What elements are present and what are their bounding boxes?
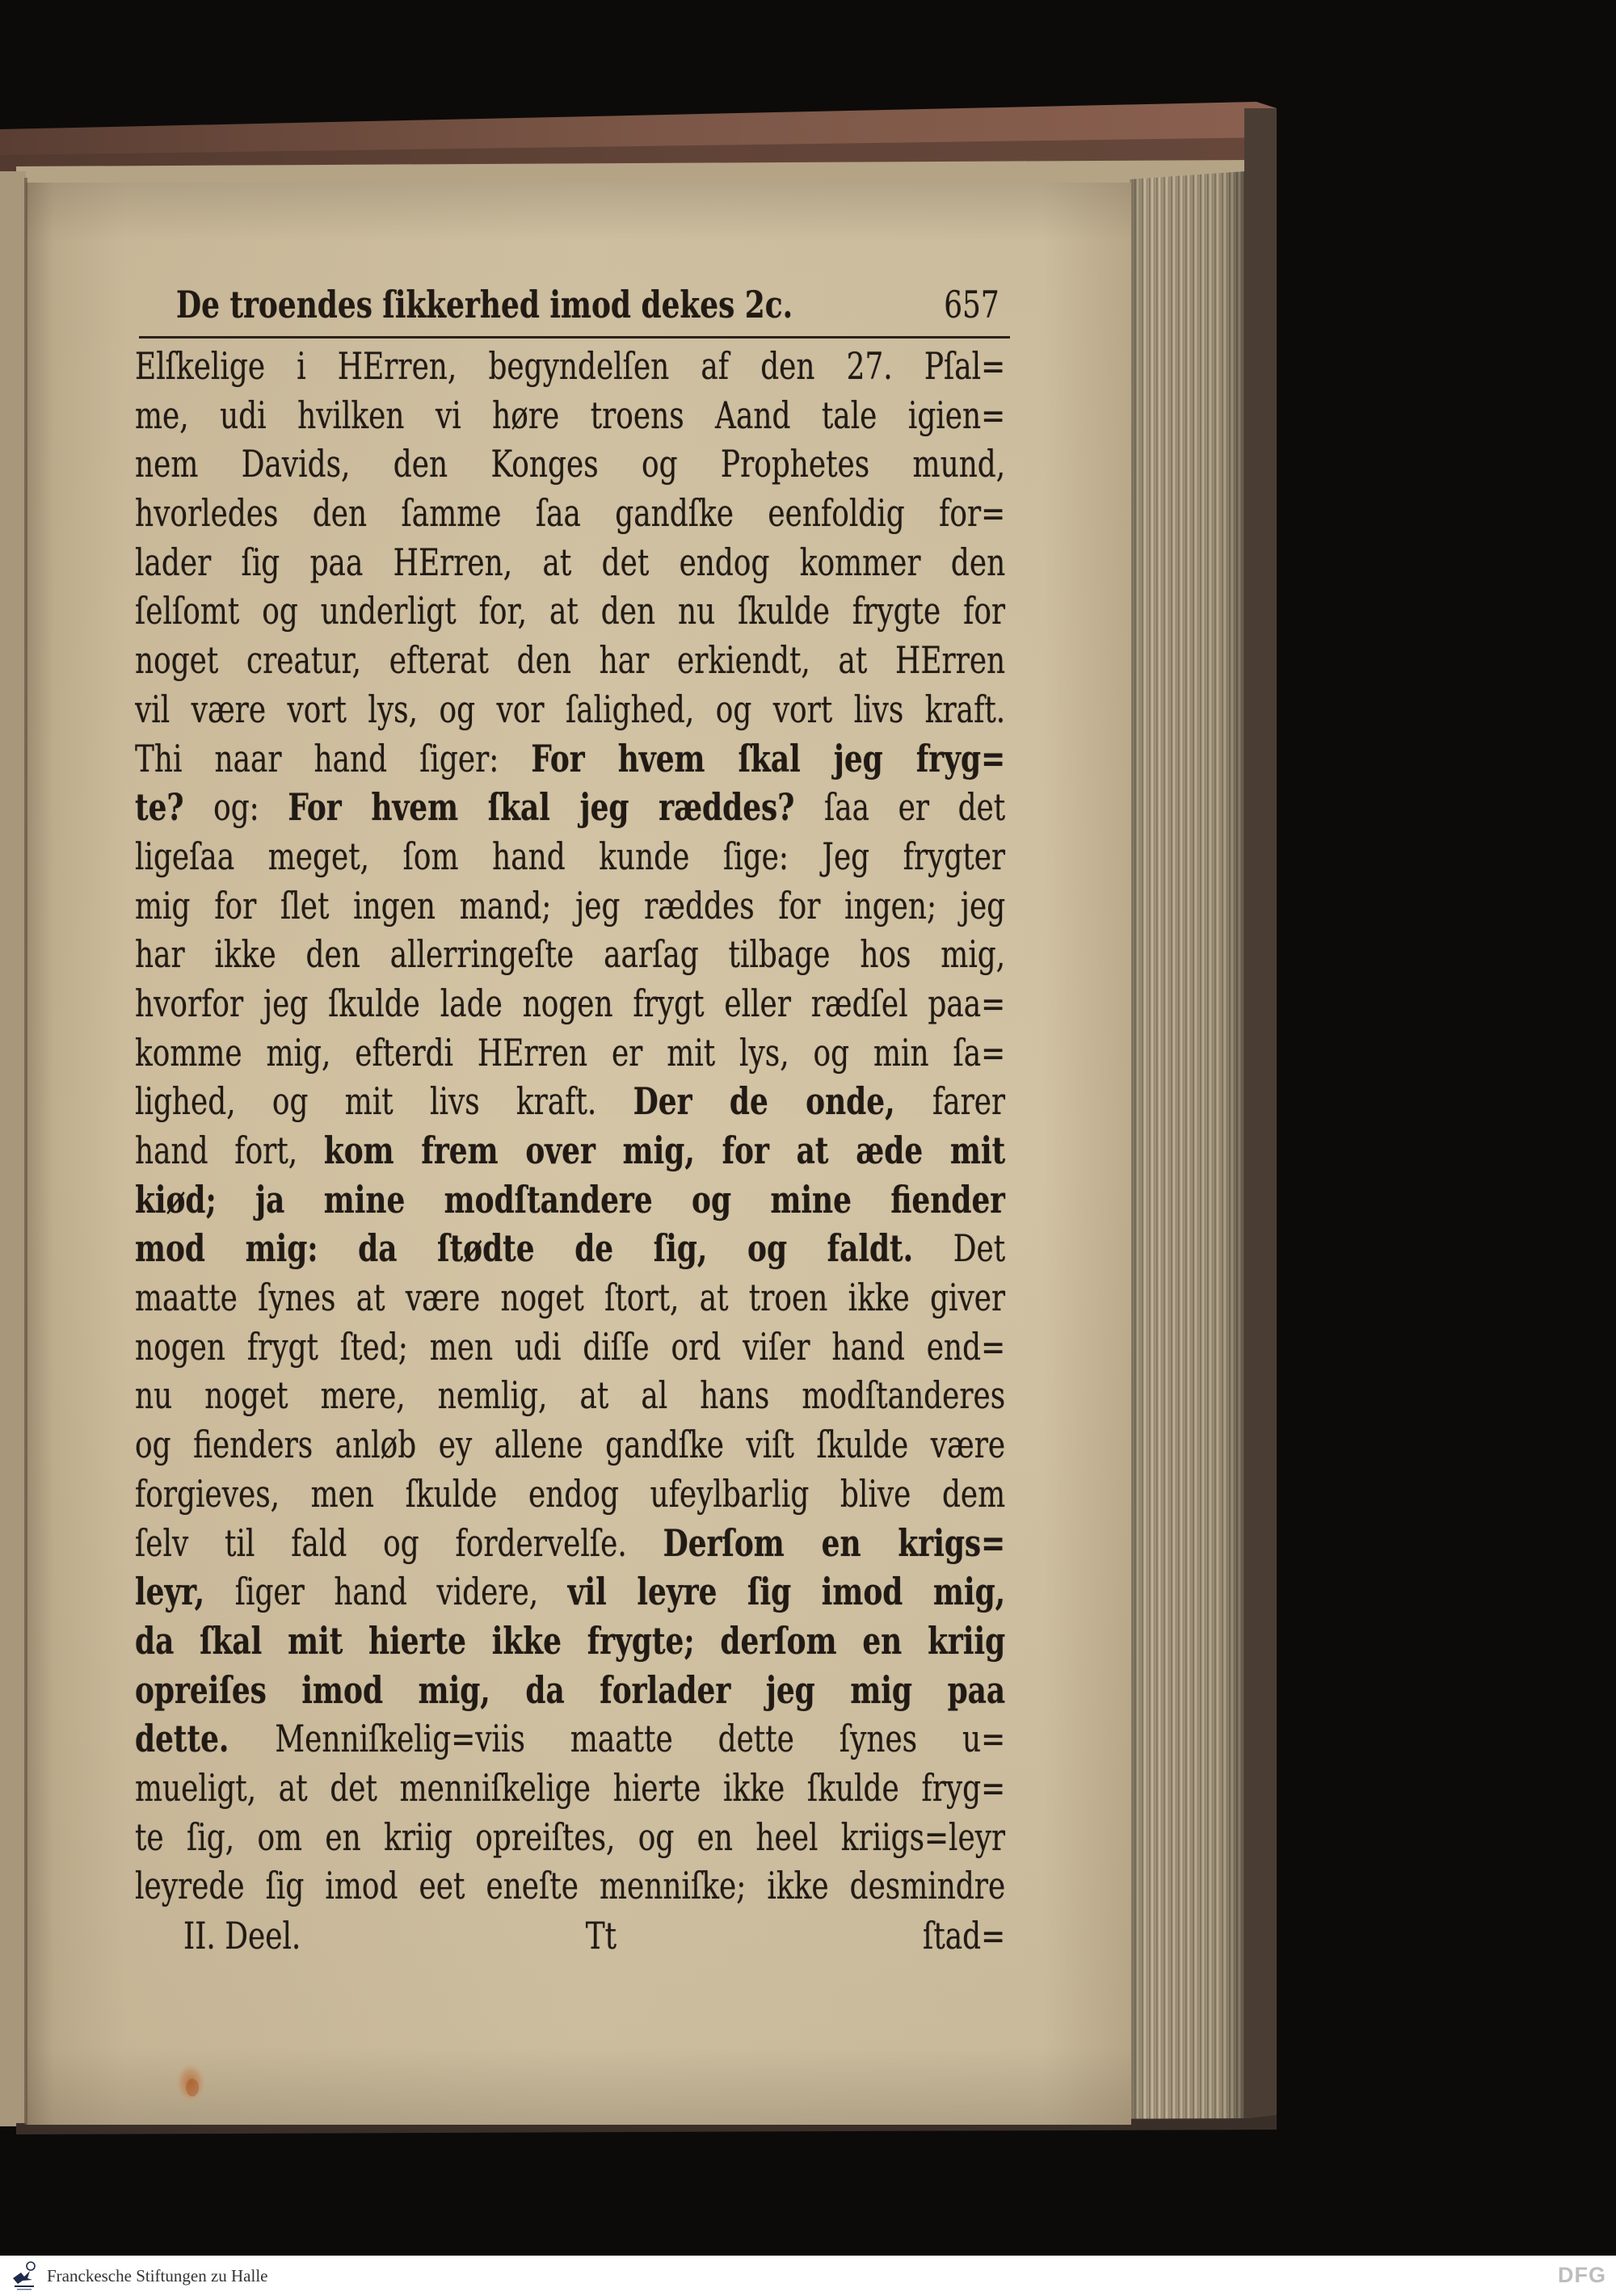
text-line bbox=[135, 1224, 1005, 1273]
line-text: Menniſkelig=viis maatte dette ſynes u= bbox=[275, 1717, 1006, 1761]
emphasized-text: te? bbox=[135, 785, 214, 830]
provider-footer-bar bbox=[0, 2256, 1616, 2296]
sheet-signature: Tt bbox=[585, 1914, 617, 1957]
line-text: har ikke den allerringeſte aarſag tilbage hos mig, bbox=[135, 932, 1006, 977]
page-number: 657 bbox=[944, 283, 999, 326]
line-text: te ſig, om en kriig opreiſtes, og en heel kriigs=leyr bbox=[135, 1815, 1006, 1859]
text-line bbox=[135, 930, 1005, 979]
text-line bbox=[135, 881, 1005, 931]
emphasized-text: vil leyre ſig imod mig, bbox=[567, 1570, 1006, 1614]
text-line bbox=[135, 1813, 1005, 1862]
emphasized-text: leyr, bbox=[135, 1570, 235, 1614]
body-text bbox=[135, 342, 1005, 1911]
catchword-line bbox=[135, 1911, 1005, 1961]
line-text: nu noget mere, nemlig, at al hans modſtanderes bbox=[135, 1373, 1006, 1418]
text-line bbox=[135, 734, 1005, 784]
running-head-rule bbox=[139, 336, 1010, 339]
text-line bbox=[135, 1470, 1005, 1519]
text-line bbox=[135, 342, 1005, 391]
page-fore-edge bbox=[1126, 171, 1246, 2125]
line-text: noget creatur, efterat den har erkiendt, at HErren bbox=[135, 638, 1006, 683]
line-text: lighed, og mit livs kraft. bbox=[135, 1079, 633, 1124]
emphasized-text: Der de onde, bbox=[633, 1079, 932, 1124]
emphasized-text: Derſom en krigs= bbox=[663, 1520, 1006, 1565]
text-line bbox=[135, 391, 1005, 440]
line-text: Elſkelige i HErren, begyndelſen af den 27. Pſal= bbox=[135, 344, 1006, 388]
line-text: nem Davids, den Konges og Prophetes mund, bbox=[135, 442, 1006, 486]
foxing-stain bbox=[175, 2063, 206, 2103]
text-line bbox=[135, 1323, 1005, 1372]
line-text: komme mig, efterdi HErren er mit lys, og min ſa= bbox=[135, 1030, 1006, 1074]
institution-name: Franckesche Stiftungen zu Halle bbox=[47, 2266, 268, 2285]
text-line bbox=[135, 1273, 1005, 1323]
volume-signature: II. Deel. bbox=[183, 1914, 301, 1957]
line-text: ſiger hand videre, bbox=[234, 1570, 568, 1614]
text-line bbox=[135, 1666, 1005, 1715]
text-line bbox=[135, 489, 1005, 538]
text-line bbox=[135, 1371, 1005, 1420]
emphasized-text: opreiſes imod mig, da forlader jeg mig paa bbox=[135, 1667, 1006, 1712]
line-text: hvorfor jeg ſkulde lade nogen frygt eller rædſel paa= bbox=[135, 981, 1006, 1025]
line-text: og fienders anløb ey allene gandſke viſt ſkulde være bbox=[135, 1423, 1006, 1467]
emphasized-text: mod mig: da ſtødte de ſig, og faldt. bbox=[135, 1226, 953, 1271]
text-line bbox=[135, 1126, 1005, 1175]
dfg-logo: DFG bbox=[1558, 2263, 1606, 2287]
book-cover-right bbox=[1244, 108, 1277, 2121]
text-line bbox=[135, 1714, 1005, 1764]
foundation-emblem-icon bbox=[8, 2259, 40, 2293]
emphasized-text: dette. bbox=[135, 1717, 276, 1761]
text-line bbox=[135, 1567, 1005, 1617]
line-text: hvorledes den ſamme ſaa gandſke eenfoldig for= bbox=[135, 491, 1006, 536]
line-text: maatte ſynes at være noget ſtort, at troen ikke giver bbox=[135, 1276, 1006, 1320]
text-line bbox=[135, 1077, 1005, 1126]
emphasized-text: da ſkal mit hierte ikke frygte; derſom en kriig bbox=[135, 1618, 1006, 1663]
text-line bbox=[135, 979, 1005, 1028]
line-text: Det bbox=[953, 1226, 1006, 1271]
text-line bbox=[135, 1420, 1005, 1470]
text-line bbox=[135, 587, 1005, 636]
line-text: me, udi hvilken vi høre troens Aand tale igien= bbox=[135, 393, 1006, 437]
line-text: nogen frygt ſted; men udi diſſe ord viſer hand end= bbox=[135, 1324, 1006, 1369]
running-head-title: De troendes ſikkerhed imod dekes 2c. bbox=[176, 283, 793, 326]
text-line bbox=[135, 538, 1005, 587]
line-text: lader ſig paa HErren, at det endog kommer den bbox=[135, 540, 1006, 584]
line-text: vil være vort lys, og vor ſalighed, og vort livs kraft. bbox=[135, 687, 1006, 731]
text-line bbox=[135, 1861, 1005, 1911]
line-text: mig for ſlet ingen mand; jeg ræddes for ingen; jeg bbox=[135, 883, 1006, 927]
text-line bbox=[135, 636, 1005, 685]
text-line bbox=[135, 1617, 1005, 1666]
line-text: mueligt, at det menniſkelige hierte ikke ſkulde fryg= bbox=[135, 1765, 1006, 1810]
facing-page-sliver bbox=[0, 171, 26, 2126]
text-line bbox=[135, 783, 1005, 832]
line-text: leyrede ſig imod eet eneſte menniſke; ikke desmindre bbox=[135, 1864, 1006, 1908]
text-line bbox=[135, 1175, 1005, 1225]
text-line bbox=[135, 685, 1005, 734]
emphasized-text: For hvem ſkal jeg fryg= bbox=[531, 736, 1006, 780]
line-text: hand fort, bbox=[135, 1129, 324, 1172]
text-line bbox=[135, 1028, 1005, 1078]
line-text: ſelſomt og underligt for, at den nu ſkulde frygte for bbox=[135, 589, 1006, 633]
text-line bbox=[135, 1519, 1005, 1568]
line-text: ligeſaa meget, ſom hand kunde ſige: Jeg frygter bbox=[135, 834, 1006, 878]
line-text: ſelv til fald og fordervelſe. bbox=[135, 1520, 663, 1565]
line-text: og: bbox=[213, 785, 288, 830]
line-text: farer bbox=[932, 1079, 1006, 1124]
emphasized-text: For hvem ſkal jeg ræddes? bbox=[288, 785, 824, 830]
text-line bbox=[135, 832, 1005, 881]
catchword: ſtad= bbox=[923, 1914, 1006, 1957]
line-text: forgieves, men ſkulde endog ufeylbarlig blive dem bbox=[135, 1471, 1006, 1516]
line-text: ſaa er det bbox=[823, 785, 1006, 830]
running-head bbox=[139, 280, 1010, 330]
emphasized-text: kom frem over mig, for at æde mit bbox=[323, 1129, 1006, 1172]
emphasized-text: kiød; ja mine modſtandere og mine fiender bbox=[135, 1177, 1006, 1222]
text-line bbox=[135, 439, 1005, 489]
line-text: Thi naar hand ſiger: bbox=[135, 736, 532, 780]
book-cover-top bbox=[0, 102, 1277, 184]
text-line bbox=[135, 1764, 1005, 1813]
